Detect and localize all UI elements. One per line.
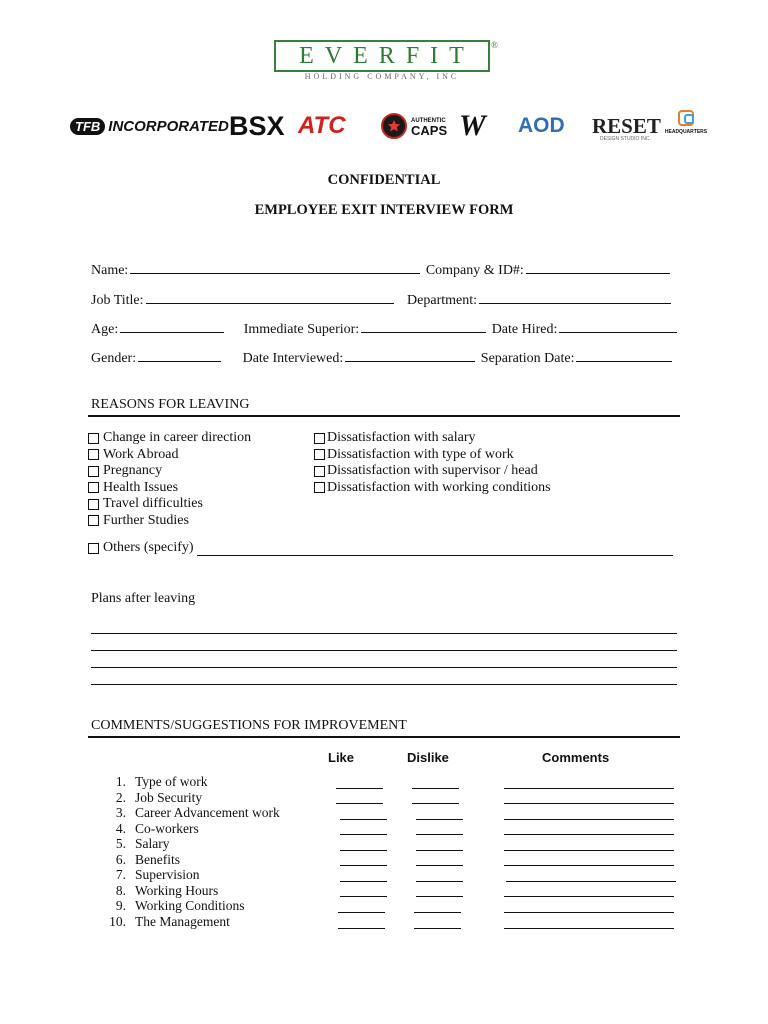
job-title-label: Job Title: (91, 293, 144, 308)
tfb-text: INCORPORATED (108, 117, 229, 135)
everfit-logo (274, 40, 490, 72)
date-hired-input[interactable] (559, 318, 677, 333)
row-number: 4. (115, 821, 126, 836)
caps-emblem-icon (381, 113, 407, 139)
confidential-title: CONFIDENTIAL (327, 172, 441, 188)
comment-input[interactable] (504, 819, 674, 820)
separation-date-label: Separation Date: (480, 351, 575, 366)
dislike-column-header: Dislike (407, 750, 449, 765)
caps-top-text: AUTHENTIC (411, 118, 446, 124)
separation-date-input[interactable] (576, 347, 672, 362)
row-number: 6. (115, 852, 126, 867)
name-field-row (91, 259, 670, 279)
like-input[interactable] (336, 788, 383, 789)
like-input[interactable] (340, 834, 387, 835)
like-input[interactable] (340, 865, 387, 866)
aod-logo: AOD (518, 114, 565, 137)
immediate-superior-input[interactable] (361, 318, 486, 333)
reason-label: Travel difficulties (103, 496, 203, 512)
like-input[interactable] (338, 912, 385, 913)
reason-label: Dissatisfaction with salary (327, 430, 476, 446)
checkbox-icon[interactable] (88, 543, 99, 554)
reason-checkbox[interactable] (314, 447, 551, 464)
dislike-input[interactable] (416, 819, 463, 820)
dislike-input[interactable] (416, 834, 463, 835)
date-hired-label: Date Hired: (491, 322, 558, 337)
age-field-row (91, 318, 677, 338)
table-row-item: The Management (135, 914, 230, 929)
reason-checkbox[interactable] (88, 430, 251, 447)
form-title: EMPLOYEE EXIT INTERVIEW FORM (254, 202, 514, 218)
comments-section-title: COMMENTS/SUGGESTIONS FOR IMPROVEMENT (91, 718, 407, 733)
caps-main-text: CAPS (411, 123, 448, 138)
reason-label: Health Issues (103, 479, 179, 495)
table-row-item: Supervision (135, 867, 200, 882)
checkbox-icon[interactable] (314, 466, 325, 477)
dislike-input[interactable] (416, 896, 463, 897)
row-number: 2. (115, 790, 126, 805)
row-number: 5. (115, 836, 126, 851)
row-number: 3. (115, 805, 126, 820)
table-row-item: Benefits (135, 852, 180, 867)
reason-checkbox[interactable] (88, 513, 251, 530)
plans-line[interactable] (91, 684, 677, 685)
like-column-header: Like (328, 750, 355, 765)
reason-checkbox[interactable] (88, 463, 251, 480)
plans-label: Plans after leaving (91, 591, 196, 606)
checkbox-icon[interactable] (314, 449, 325, 460)
row-number: 7. (115, 867, 126, 882)
reset-subtitle: DESIGN STUDIO INC. (600, 136, 651, 142)
logo-registered-mark: ® (491, 40, 498, 50)
reason-checkbox[interactable] (88, 447, 251, 464)
comment-input[interactable] (504, 788, 674, 789)
job-title-field-row (91, 289, 671, 309)
job-title-input[interactable] (146, 289, 394, 304)
row-number: 8. (115, 883, 126, 898)
authentic-caps-logo (381, 108, 447, 144)
reason-checkbox[interactable] (314, 463, 551, 480)
others-input[interactable] (197, 541, 673, 556)
dislike-input[interactable] (414, 928, 461, 929)
table-row-item: Job Security (135, 790, 203, 805)
gender-label: Gender: (91, 351, 137, 366)
plans-line[interactable] (91, 667, 677, 668)
reason-label: Dissatisfaction with supervisor / head (327, 463, 538, 479)
date-interviewed-input[interactable] (345, 347, 475, 362)
checkbox-icon[interactable] (314, 433, 325, 444)
comment-input[interactable] (504, 928, 674, 929)
dislike-input[interactable] (416, 850, 463, 851)
table-row-item: Type of work (135, 774, 208, 789)
logo-name: EVERFIT (299, 42, 475, 69)
dislike-input[interactable] (416, 881, 463, 882)
like-input[interactable] (340, 896, 387, 897)
comments-divider (88, 736, 680, 738)
table-row-item: Co-workers (135, 821, 199, 836)
reset-logo: RESET (592, 113, 661, 138)
table-row-item: Salary (135, 836, 170, 851)
reason-label: Pregnancy (103, 463, 163, 479)
checkbox-icon[interactable] (88, 482, 99, 493)
table-row-item: Career Advancement work (135, 805, 280, 820)
logo-subtitle: HOLDING COMPANY, INC (304, 72, 460, 81)
atc-logo: ATC (298, 112, 346, 139)
headquarters-icon (678, 110, 694, 126)
w-logo: W (459, 109, 480, 142)
company-id-input[interactable] (526, 259, 670, 274)
plans-line[interactable] (91, 650, 677, 651)
comment-input[interactable] (504, 850, 674, 851)
others-label: Others (specify) (103, 540, 194, 556)
reason-label: Dissatisfaction with type of work (327, 446, 514, 462)
reason-label: Work Abroad (103, 446, 179, 462)
comment-input[interactable] (504, 834, 674, 835)
tfb-logo (70, 108, 229, 144)
name-label: Name: (91, 263, 129, 278)
comment-input[interactable] (504, 803, 674, 804)
age-label: Age: (91, 322, 119, 337)
department-label: Department: (407, 293, 478, 308)
reason-label: Change in career direction (103, 430, 252, 446)
reason-checkbox[interactable] (314, 430, 551, 447)
name-input[interactable] (130, 259, 420, 274)
table-row-item: Working Hours (135, 883, 219, 898)
age-input[interactable] (120, 318, 224, 333)
table-row-item: Working Conditions (135, 898, 245, 913)
checkbox-icon[interactable] (88, 466, 99, 477)
like-input[interactable] (340, 819, 387, 820)
like-input[interactable] (340, 850, 387, 851)
comment-input[interactable] (506, 881, 676, 882)
reason-checkbox[interactable] (88, 480, 251, 497)
checkbox-icon[interactable] (88, 499, 99, 510)
row-number: 9. (115, 898, 126, 913)
reason-label: Dissatisfaction with working conditions (327, 479, 551, 495)
reason-checkbox[interactable] (314, 480, 551, 497)
reason-checkbox[interactable] (88, 496, 251, 513)
like-input[interactable] (338, 928, 385, 929)
others-checkbox-row[interactable] (88, 540, 678, 557)
dislike-input[interactable] (414, 912, 461, 913)
bsx-logo: BSX (229, 110, 285, 141)
comment-input[interactable] (504, 912, 674, 913)
reasons-section-title: REASONS FOR LEAVING (91, 397, 250, 412)
checkbox-icon[interactable] (88, 449, 99, 460)
reasons-right-column (314, 430, 551, 496)
reason-label: Further Studies (103, 512, 189, 528)
gender-input[interactable] (138, 347, 221, 362)
row-number: 1. (115, 774, 126, 789)
like-input[interactable] (340, 881, 387, 882)
headquarters-label: HEADQUARTERS (664, 129, 708, 135)
department-input[interactable] (479, 289, 671, 304)
checkbox-icon[interactable] (88, 515, 99, 526)
comments-column-header: Comments (542, 750, 610, 765)
dislike-input[interactable] (416, 865, 463, 866)
dislike-input[interactable] (412, 788, 459, 789)
plans-line[interactable] (91, 633, 677, 634)
reasons-divider (88, 415, 680, 417)
checkbox-icon[interactable] (88, 433, 99, 444)
like-input[interactable] (336, 803, 383, 804)
comment-input[interactable] (504, 865, 674, 866)
company-id-label: Company & ID#: (425, 263, 524, 278)
headquarters-logo (664, 110, 708, 146)
reasons-left-column (88, 430, 251, 529)
row-number: 10. (109, 914, 126, 929)
immediate-superior-label: Immediate Superior: (243, 322, 360, 337)
checkbox-icon[interactable] (314, 482, 325, 493)
date-interviewed-label: Date Interviewed: (242, 351, 344, 366)
dislike-input[interactable] (412, 803, 459, 804)
comment-input[interactable] (504, 896, 674, 897)
tfb-badge: TFB (70, 118, 105, 135)
gender-field-row (91, 347, 672, 367)
